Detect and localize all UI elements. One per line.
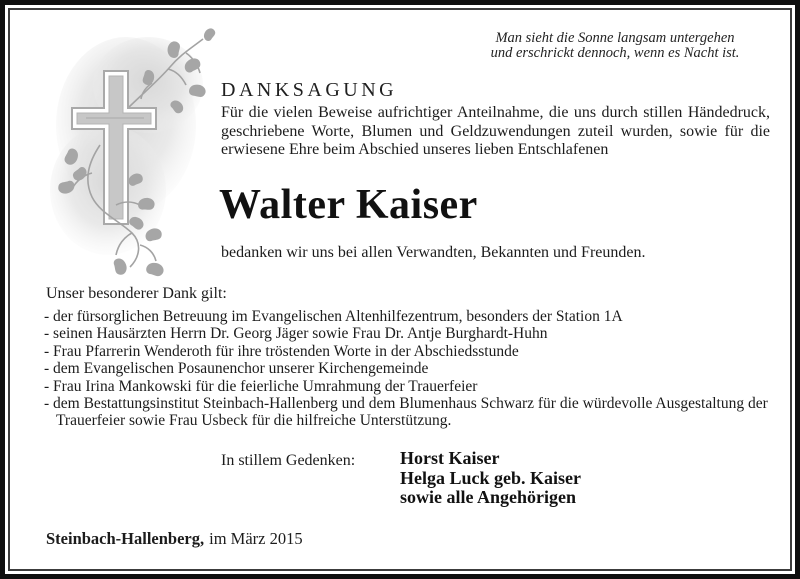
thanks-list-item: - der fürsorglichen Betreuung im Evangelischen Altenhilfezentrum, besonders der Station 1A [44, 308, 623, 325]
epigraph-line-2: und erschrickt dennoch, wenn es Nacht ist. [490, 44, 740, 61]
notice-type-heading: DANKSAGUNG [221, 79, 398, 101]
mourner-name: Horst Kaiser [400, 448, 500, 468]
deceased-name: Walter Kaiser [219, 182, 478, 228]
thanks-list-item: - dem Bestattungsinstitut Steinbach-Hallenberg und dem Blumenhaus Schwarz für die würdevolle Ausgestaltung der Trauerfeier sowie Frau Usbeck für die hilfreiche Unterstützung. [44, 395, 768, 430]
cross-with-ivy-artwork [28, 15, 223, 283]
epigraph [467, 31, 763, 60]
thanks-list-item: - Frau Irina Mankowski für die feierliche Umrahmung der Trauerfeier [44, 377, 478, 395]
mourner-name: Helga Luck geb. Kaiser [400, 467, 581, 488]
thanks-line: bedanken wir uns bei allen Verwandten, Bekannten und Freunden. [221, 244, 646, 261]
epigraph-line-1: Man sieht die Sonne langsam untergehen [495, 30, 735, 46]
special-thanks-heading: Unser besonderer Dank gilt: [46, 285, 227, 302]
mourner-name: sowie alle Angehörigen [400, 487, 576, 507]
thanks-list-item: - dem Evangelischen Posaunenchor unserer Kirchengemeinde [44, 360, 429, 378]
memorial-names [400, 449, 581, 508]
special-thanks-list [44, 308, 768, 430]
thanks-list-item: - Frau Pfarrerin Wenderoth für ihre tröstenden Worte in der Abschiedsstunde [44, 342, 519, 360]
footer-place-date [46, 529, 303, 549]
intro-paragraph: Für die vielen Beweise aufrichtiger Anteilnahme, die uns durch stillen Händedruck, geschriebene Worte, Blumen und Geldzuwendungen zuteil wurden, sowie für die erwiesene Ehre beim Abschied unseres lieben Entschlafenen [221, 104, 770, 159]
footer-date: im März 2015 [209, 529, 303, 548]
footer-place: Steinbach-Hallenberg, [46, 529, 205, 548]
memorial-label: In stillem Gedenken: [221, 452, 356, 469]
thanks-list-item: - seinen Hausärzten Herrn Dr. Georg Jäger sowie Frau Dr. Antje Burghardt-Huhn [44, 325, 548, 343]
